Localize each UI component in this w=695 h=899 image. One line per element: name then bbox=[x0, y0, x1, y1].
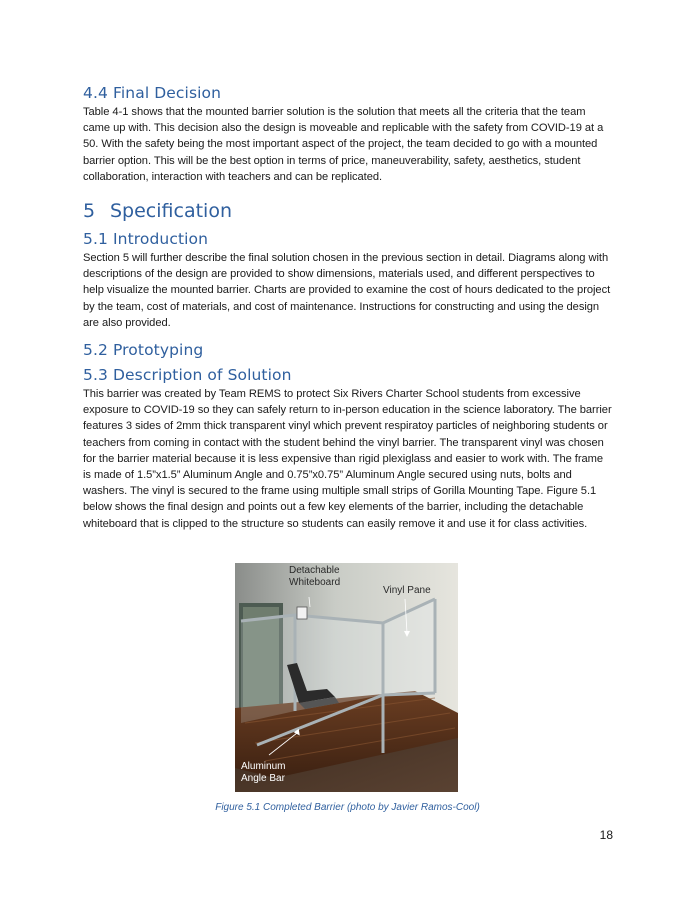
section-heading-5-3 bbox=[83, 364, 613, 386]
section-heading-4-4 bbox=[83, 82, 613, 104]
section-number: 5.1 bbox=[83, 230, 108, 249]
chapter-number: 5 bbox=[83, 200, 96, 223]
section-title: Description of Solution bbox=[113, 366, 292, 385]
vinyl-pane-left bbox=[241, 615, 295, 723]
page-number: 18 bbox=[599, 828, 613, 842]
section-number: 4.4 bbox=[83, 84, 108, 102]
section-title: Prototyping bbox=[113, 341, 204, 360]
barrier-photo bbox=[235, 563, 458, 792]
whiteboard bbox=[297, 607, 307, 619]
section-title: Final Decision bbox=[113, 84, 222, 102]
section-body-4-4: Table 4-1 shows that the mounted barrier solution is the solution that meets all the criteria that the team came up with. This decision also the design is moveable and replicable with the safety from COVID-19 at a 50. With the safety being the most important aspect of the project, the team decided to go with a mounted barrier option. This will be the best option in terms of price, maneuverability, safety, aesthetics, student collaboration, interaction with teachers and can be replicated. bbox=[83, 106, 604, 183]
aluminum-angle-label-line1: Aluminum bbox=[241, 761, 286, 772]
chapter-title: Specification bbox=[110, 200, 232, 223]
section-body-5-1: Section 5 will further describe the final solution chosen in the previous section in detail. Diagrams along with descriptions of the design are provided to show dimensions, materials used, and different perspectives to help visualize the mounted barrier. Charts are provided to examine the cost of hours dedicated to the project by the team, cost of materials, and cost of maintenance. Instructions for constructing and using the design are also provided. bbox=[83, 252, 611, 329]
whiteboard-label-line1: Detachable bbox=[289, 565, 340, 576]
page-content bbox=[83, 82, 613, 532]
section-heading-5-2 bbox=[83, 339, 613, 361]
vinyl-pane-label: Vinyl Pane bbox=[383, 585, 431, 596]
whiteboard-label-line2: Whiteboard bbox=[289, 577, 341, 588]
figure-caption: Figure 5.1 Completed Barrier (photo by Javier Ramos-Cool) bbox=[215, 802, 480, 813]
section-number: 5.2 bbox=[83, 341, 108, 360]
aluminum-angle-label-line2: Angle Bar bbox=[241, 773, 285, 784]
section-title: Introduction bbox=[113, 230, 209, 249]
chapter-heading-5 bbox=[83, 197, 613, 225]
section-body-5-3: This barrier was created by Team REMS to protect Six Rivers Charter School students from excessive exposure to COVID-19 so they can safely return to in-person education in the science laboratory. The barrier features 3 sides of 2mm thick transparent vinyl which prevent respiratoy particles of neighboring students or teachers from coming in contact with the student behind the vinyl barrier. The transparent vinyl was chosen for the barrier material because it is less expensive than rigid plexiglass and easier to work with. The frame is made of 1.5”x1.5” Aluminum Angle and 0.75”x0.75” Aluminum Angle secured using nuts, bolts and washers. The vinyl is secured to the frame using multiple small strips of Gorilla Mounting Tape. Figure 5.1 below shows the final design and points out a few key elements of the barrier, including the detachable whiteboard that is clipped to the structure so students can easily remove it and use it for class activities. bbox=[83, 388, 612, 530]
section-heading-5-1 bbox=[83, 228, 613, 250]
barrier-photo-illustration bbox=[235, 563, 458, 792]
section-number: 5.3 bbox=[83, 366, 108, 385]
